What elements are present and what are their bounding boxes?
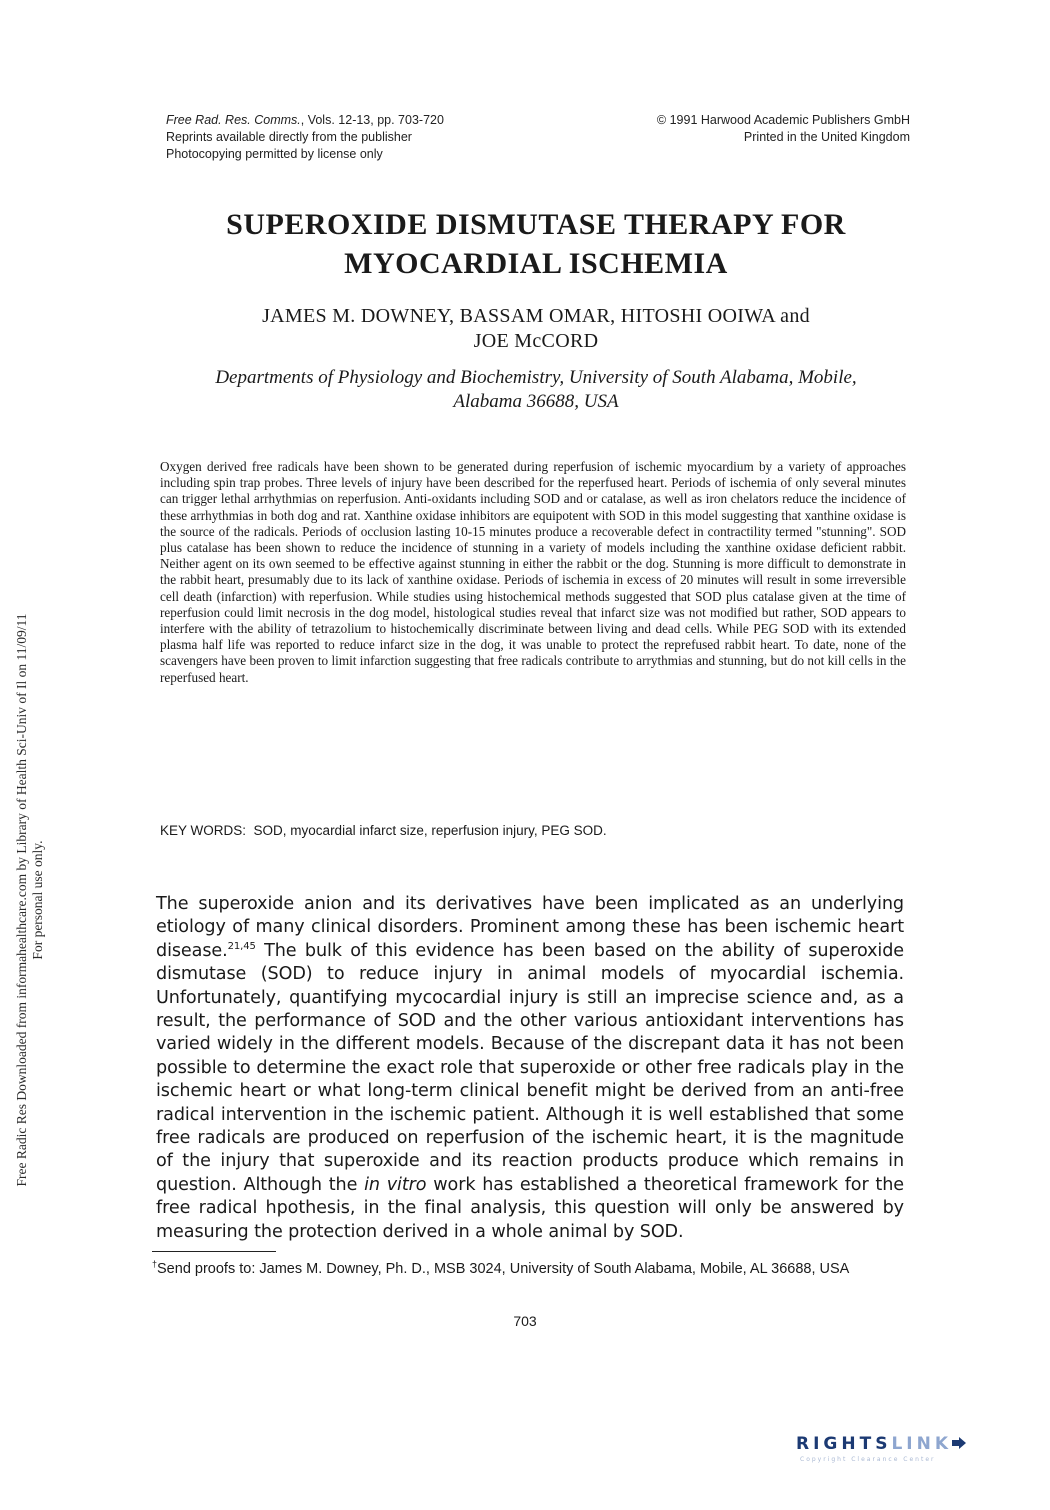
publisher-header bbox=[657, 112, 910, 146]
watermark-line-2: For personal use only. bbox=[30, 840, 45, 960]
affiliation-line-2: Alabama 36688, USA bbox=[453, 391, 619, 412]
footnote-text: Send proofs to: James M. Downey, Ph. D., MSB 3024, University of South Alabama, Mobile, AL 36688, USA bbox=[157, 1261, 850, 1277]
affiliation-line-1: Departments of Physiology and Biochemistry, University of South Alabama, Mobile, bbox=[215, 367, 857, 388]
keywords-text: SOD, myocardial infarct size, reperfusion injury, PEG SOD. bbox=[253, 823, 607, 838]
author-list bbox=[160, 304, 912, 354]
journal-citation bbox=[166, 112, 444, 129]
authors-line-1: JAMES M. DOWNEY, BASSAM OMAR, HITOSHI OOIWA and bbox=[262, 305, 810, 327]
keywords-label: KEY WORDS: bbox=[160, 823, 247, 838]
journal-header bbox=[166, 112, 444, 163]
footnote-mark: † bbox=[152, 1259, 158, 1270]
photocopy-note: Photocopying permitted by license only bbox=[166, 147, 383, 161]
journal-volume-pages: , Vols. 12-13, pp. 703-720 bbox=[300, 113, 444, 127]
footnote bbox=[152, 1260, 904, 1278]
abstract: Oxygen derived free radicals have been shown to be generated during reperfusion of ischemic myocardium by a variety of approaches including spin trap probes. Three levels of injury have been described for the reperfused heart. Periods of ischemia of only several minutes can trigger lethal arrhythmias on reperfusion. Anti-oxidants including SOD and or catalase, as well as iron chelators reduce the incidence of these arrhythmias in both dog and rat. Xanthine oxidase inhibitors are equipotent with SOD in this model suggesting that xanthine oxidase is the source of the radicals. Periods of occlusion lasting 10-15 minutes produce a recoverable defect in contractility termed "stunning". SOD plus catalase has been shown to reduce the incidence of stunning in a variety of models including the xanthine oxidase deficient rabbit. Neither agent on its own seemed to be effective against stunning in either the rabbit or the dog. Stunning is more difficult to demonstrate in the rabbit heart, presumably due to its lack of xanthine oxidase. Periods of ischemia in excess of 20 minutes will result in some irreversible cell death (infarction) with reperfusion. While studies using histochemical methods suggested that SOD plus catalase given at the time of reperfusion could limit necrosis in the dog model, histological studies reveal that infarct size was not modified but rather, SOD appears to interfere with the ability of tetrazolium to histochemically discriminate between living and dead cells. While PEG SOD with its extended plasma half life was reported to reduce infarct size in the dog, it was unable to protect the reprefused rabbit heart. To date, none of the scavengers have been proven to limit infarction suggesting that free radicals contribute to arrythmias and stunning, but do not kill cells in the reperfused heart. bbox=[160, 459, 906, 685]
authors-line-2: JOE McCORD bbox=[473, 330, 599, 352]
citation-ref: 21,45 bbox=[227, 940, 256, 952]
printed-line: Printed in the United Kingdom bbox=[743, 130, 910, 144]
journal-name: Free Rad. Res. Comms. bbox=[166, 113, 301, 127]
watermark-line-1: Free Radic Res Downloaded from informahealthcare.com by Library of Health Sci-Univ of Il on 11/09/11 bbox=[14, 613, 29, 1187]
logo-arrow-icon bbox=[950, 1435, 968, 1451]
logo-tagline: Copyright Clearance Center bbox=[800, 1456, 936, 1463]
title-line-1: SUPEROXIDE DISMUTASE THERAPY FOR bbox=[226, 208, 846, 241]
keywords bbox=[160, 822, 906, 839]
body-text-part-3: work has established a theoretical framework for the free radical hpothesis, in the final analysis, this question will only be answered by measuring the protection derived in a whole animal by SOD. bbox=[156, 1174, 904, 1242]
rightslink-logo bbox=[796, 1434, 1036, 1474]
page-number: 703 bbox=[513, 1313, 537, 1329]
footnote-divider bbox=[152, 1251, 276, 1252]
affiliation bbox=[160, 366, 912, 414]
body-paragraph bbox=[156, 893, 904, 1244]
logo-link: LINK bbox=[891, 1434, 952, 1454]
copyright-line: © 1991 Harwood Academic Publishers GmbH bbox=[656, 113, 910, 127]
body-text-part-2: The bulk of this evidence has been based on the ability of superoxide dismutase (SOD) to reduce injury in animal models of myocardial ischemia. Unfortunately, quantifying mycocardial injury is still an imprecise science and, as a result, the performance of SOD and the other various antioxidant interventions has varied widely in the different models. Because of the discrepant data it has not been possible to determine the exact role that superoxide or other free radicals play in the ischemic heart or what long-term clinical benefit might be derived from an anti-free radical intervention in the ischemic patient. Although it is well established that some free radicals are produced on reperfusion of the ischemic heart, it is the magnitude of the injury that superoxide and its reaction products produce which remains in question. Although the bbox=[156, 940, 904, 1195]
in-vitro-italic: in vitro bbox=[364, 1174, 427, 1195]
reprints-note: Reprints available directly from the publisher bbox=[166, 130, 412, 144]
body-text-part-1: The superoxide anion and its derivatives have been implicated as an underlying etiology of many clinical disorders. Prominent among these has been ischemic heart disease. bbox=[156, 894, 904, 961]
logo-rights: RIGHTS bbox=[796, 1434, 892, 1454]
article-title bbox=[160, 205, 912, 283]
title-line-2: MYOCARDIAL ISCHEMIA bbox=[344, 247, 728, 280]
